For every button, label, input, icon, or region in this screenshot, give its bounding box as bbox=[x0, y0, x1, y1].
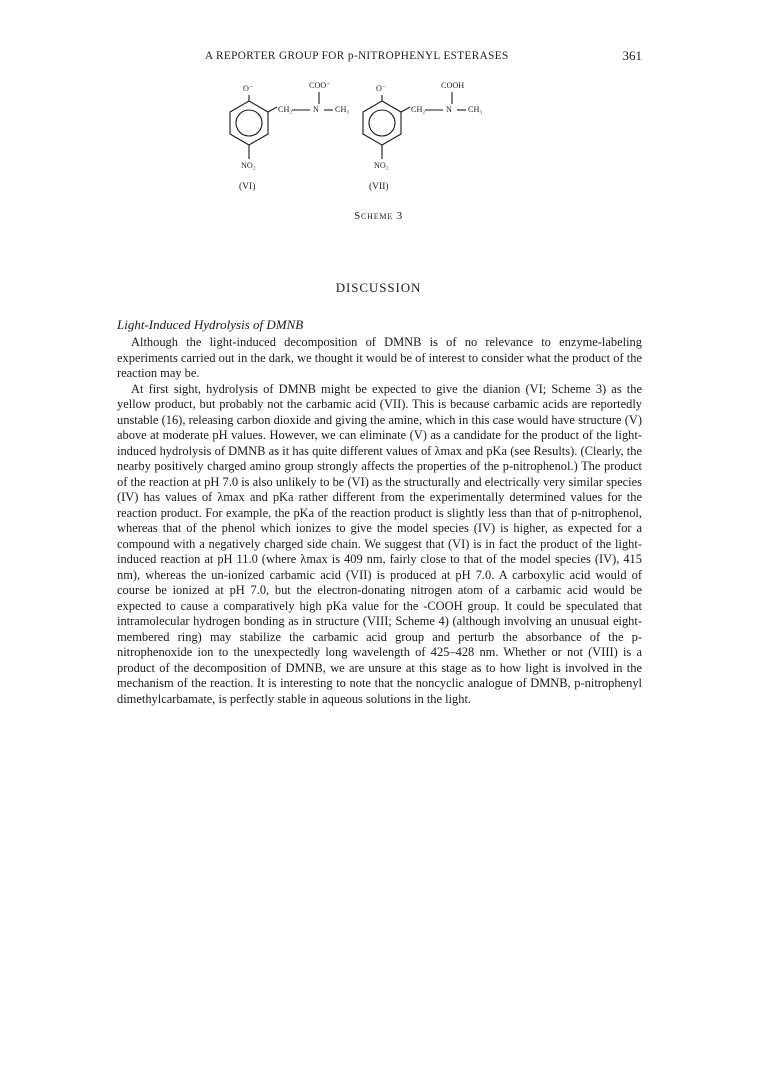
nitro-group-vii: NO₂ bbox=[374, 161, 389, 170]
ch3-label-vi: CH₃ bbox=[335, 105, 350, 114]
ch2-label-vii: CH₂ bbox=[411, 105, 426, 114]
scheme-3-structures bbox=[0, 0, 757, 210]
paragraph-1: Although the light-induced decomposition of DMNB is of no relevance to enzyme-labeling experiments carried out in the dark, we thought it would be of interest to consider what the product of the reaction may be. bbox=[117, 335, 642, 380]
aromatic-circle-vii bbox=[369, 110, 395, 136]
carboxylate-group-vi: COO⁻ bbox=[309, 81, 331, 90]
section-heading: DISCUSSION bbox=[335, 280, 422, 295]
scheme-caption-text: Scheme 3 bbox=[354, 210, 403, 222]
compound-vi-drawing bbox=[230, 92, 333, 159]
subsection-heading: Light-Induced Hydrolysis of DMNB bbox=[117, 317, 304, 332]
compound-vii-drawing bbox=[363, 92, 466, 159]
aromatic-circle-vi bbox=[236, 110, 262, 136]
compound-label-vi: (VI) bbox=[239, 182, 256, 192]
nitro-group-vi: NO₂ bbox=[241, 161, 256, 170]
nitrogen-label-vi: N bbox=[313, 105, 319, 114]
phenoxide-group-vi: O⁻ bbox=[243, 84, 254, 93]
running-title: A REPORTER GROUP FOR p-NITROPHENYL ESTERASES bbox=[205, 50, 509, 62]
ch3-label-vii: CH₃ bbox=[468, 105, 483, 114]
page-number: 361 bbox=[622, 48, 642, 63]
phenoxide-group-vii: O⁻ bbox=[376, 84, 387, 93]
ch2-label-vi: CH₂ bbox=[278, 105, 293, 114]
discussion-body bbox=[117, 335, 642, 707]
scheme-caption bbox=[0, 210, 757, 222]
compound-label-vii: (VII) bbox=[369, 182, 389, 192]
carboxylic-acid-group-vii: COOH bbox=[441, 81, 465, 90]
paragraph-2: At first sight, hydrolysis of DMNB might be expected to give the dianion (VI; Scheme 3) as the yellow product, but probably not the carbamic acid (VII). This is because carbamic acids are reportedly unstable (16), releasing carbon dioxide and giving the amine, which in this case would have structure (V) above at moderate pH values. However, we can eliminate (V) as a candidate for the product of the light-induced hydrolysis of DMNB as it has quite different values of λmax and pKa (see Results). (Clearly, the nearby positively charged amino group strongly affects the properties of the p-nitrophenol.) The product of the reaction at pH 7.0 is also unlikely to be (VI) as the structurally and electrically very similar species (IV) has values of λmax and pKa rather different from the experimentally determined values for the reaction product. For example, the pKa of the reaction product is slightly less than that of p-nitrophenol, whereas that of the phenol which ionizes to give the model species (IV) is higher, as expected for a compound with a negatively charged side chain. We suggest that (VI) is in fact the product of the light-induced reaction at pH 11.0 (where λmax is 409 nm, fairly close to that of the model species (IV), 415 nm), whereas the un-ionized carbamic acid (VII) is produced at pH 7.0. A carboxylic acid would of course be ionized at pH 7.0, but the electron-donating nitrogen atom of a carbamic acid would be expected to cause a comparatively high pKa value for the -COOH group. It could be speculated that intramolecular hydrogen bonding as in structure (VIII; Scheme 4) (although involving an unusual eight-membered ring) may stabilize the carbamic acid group and perturb the absorbance of the p-nitrophenoxide ion to the unexpectedly long wavelength of 425–428 nm. Whether or not (VIII) is a product of the decomposition of DMNB, we are unsure at this stage as to how light is involved in the mechanism of the reaction. It is interesting to note that the noncyclic analogue of DMNB, p-nitrophenyl dimethylcarbamate, is perfectly stable in aqueous solutions in the light. bbox=[117, 381, 642, 706]
ch2-bond-vii bbox=[401, 107, 410, 112]
nitrogen-label-vii: N bbox=[446, 105, 452, 114]
ch2-bond-vi bbox=[268, 107, 277, 112]
